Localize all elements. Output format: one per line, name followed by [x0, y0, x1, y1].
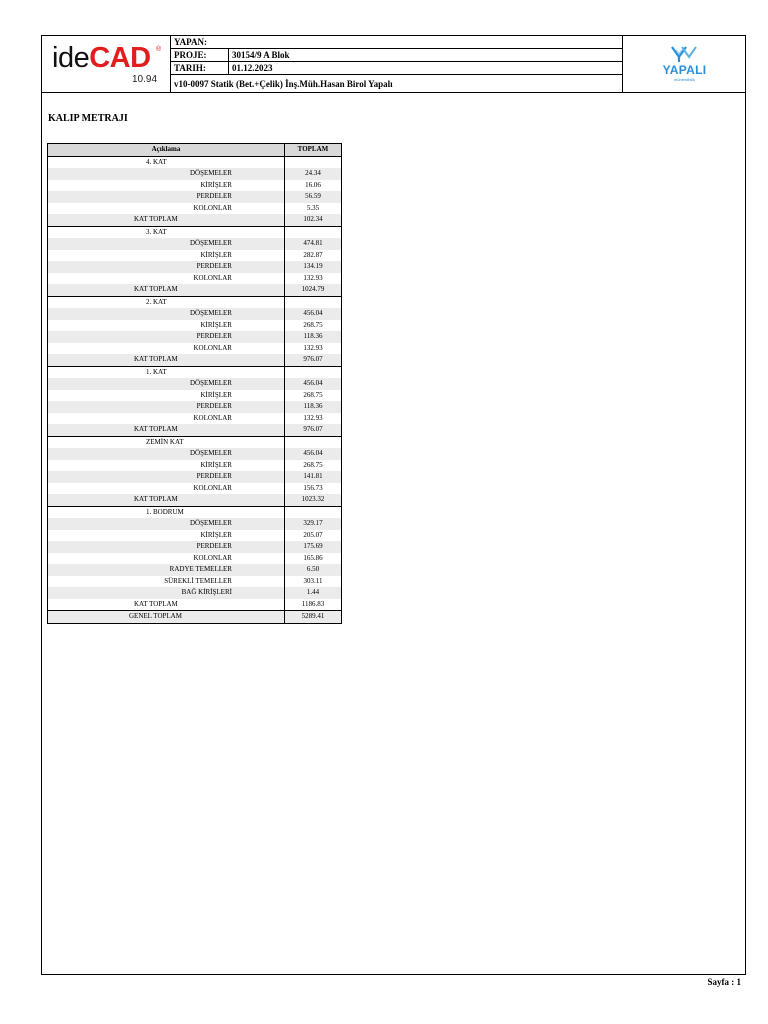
proje-label: PROJE: — [174, 50, 207, 60]
row-description: DÖŞEMELER — [48, 168, 285, 180]
brand-subtitle: mühendislik — [673, 77, 696, 82]
table-row — [48, 226, 342, 238]
row-description: SÜREKLİ TEMELLER — [48, 576, 285, 588]
row-description: KOLONLAR — [48, 343, 285, 355]
table-row — [48, 460, 342, 472]
table-row — [48, 518, 342, 530]
logo-ide: ide — [52, 42, 90, 74]
logo-wordmark — [52, 42, 151, 74]
yapali-mark-icon — [668, 45, 700, 63]
row-total: 132.93 — [284, 273, 341, 285]
row-total: 329.17 — [284, 518, 341, 530]
row-total: 5289.41 — [284, 611, 341, 624]
row-description: 1. BODRUM — [48, 506, 285, 518]
row-total: 456.04 — [284, 448, 341, 460]
row-total — [284, 226, 341, 238]
report-title: KALIP METRAJI — [48, 113, 128, 124]
row-total: 132.93 — [284, 343, 341, 355]
column-header-desc: Açıklama — [48, 144, 285, 157]
row-description: DÖŞEMELER — [48, 518, 285, 530]
row-description: PERDELER — [48, 331, 285, 343]
row-total — [284, 506, 341, 518]
table-row — [48, 191, 342, 203]
row-total: 175.69 — [284, 541, 341, 553]
table-row — [48, 611, 342, 624]
metraj-table — [47, 143, 342, 624]
table-row — [48, 506, 342, 518]
row-description: BAĞ KİRİŞLERİ — [48, 587, 285, 599]
table-row — [48, 273, 342, 285]
row-total: 102.34 — [284, 214, 341, 226]
table-row — [48, 156, 342, 168]
table-row — [48, 343, 342, 355]
row-total: 456.04 — [284, 378, 341, 390]
row-total — [284, 436, 341, 448]
row-description: KOLONLAR — [48, 203, 285, 215]
table-row — [48, 180, 342, 192]
table-row — [48, 448, 342, 460]
table-row — [48, 203, 342, 215]
row-total: 56.59 — [284, 191, 341, 203]
row-description: ZEMİN KAT — [48, 436, 285, 448]
table-row — [48, 576, 342, 588]
yapan-label: YAPAN: — [174, 37, 207, 47]
row-description: KİRİŞLER — [48, 530, 285, 542]
row-total: 165.86 — [284, 553, 341, 565]
tarih-label: TARIH: — [174, 63, 206, 73]
row-description: KİRİŞLER — [48, 250, 285, 262]
row-description: KAT TOPLAM — [48, 284, 285, 296]
logo-version: 10.94 — [132, 74, 158, 85]
row-description: 1. KAT — [48, 366, 285, 378]
logo-registered: ® — [156, 46, 162, 53]
row-total — [284, 156, 341, 168]
row-total: 976.07 — [284, 424, 341, 436]
table-row — [48, 366, 342, 378]
project-info — [170, 36, 622, 92]
tarih-row — [170, 62, 622, 75]
table-header-row — [48, 144, 342, 157]
version-row — [170, 75, 622, 92]
row-total: 268.75 — [284, 320, 341, 332]
yapan-row — [170, 36, 622, 49]
info-divider — [228, 49, 229, 75]
tarih-value: 01.12.2023 — [232, 63, 273, 73]
row-total: 134.19 — [284, 261, 341, 273]
row-total: 132.93 — [284, 413, 341, 425]
table-row — [48, 413, 342, 425]
table-row — [48, 401, 342, 413]
row-total: 205.07 — [284, 530, 341, 542]
row-description: PERDELER — [48, 261, 285, 273]
table-row — [48, 541, 342, 553]
row-description: DÖŞEMELER — [48, 308, 285, 320]
row-total: 268.75 — [284, 460, 341, 472]
table-row — [48, 599, 342, 611]
table-row — [48, 250, 342, 262]
column-header-total: TOPLAM — [284, 144, 341, 157]
row-description: KAT TOPLAM — [48, 494, 285, 506]
table-row — [48, 168, 342, 180]
row-description: RADYE TEMELLER — [48, 564, 285, 576]
row-total: 5.35 — [284, 203, 341, 215]
row-total: 141.81 — [284, 471, 341, 483]
table-row — [48, 494, 342, 506]
table-row — [48, 320, 342, 332]
row-total: 456.04 — [284, 308, 341, 320]
report-header — [41, 35, 746, 93]
row-description: PERDELER — [48, 401, 285, 413]
row-description: PERDELER — [48, 541, 285, 553]
row-description: KİRİŞLER — [48, 390, 285, 402]
table-row — [48, 331, 342, 343]
row-description: GENEL TOPLAM — [48, 611, 285, 624]
table-row — [48, 587, 342, 599]
table-row — [48, 378, 342, 390]
row-description: 4. KAT — [48, 156, 285, 168]
table-row — [48, 424, 342, 436]
row-total: 156.73 — [284, 483, 341, 495]
row-total: 474.81 — [284, 238, 341, 250]
row-total: 268.75 — [284, 390, 341, 402]
proje-row — [170, 49, 622, 62]
row-description: DÖŞEMELER — [48, 378, 285, 390]
row-description: KOLONLAR — [48, 483, 285, 495]
row-description: KİRİŞLER — [48, 460, 285, 472]
row-total: 282.87 — [284, 250, 341, 262]
row-description: PERDELER — [48, 471, 285, 483]
table-row — [48, 471, 342, 483]
row-total: 118.36 — [284, 331, 341, 343]
row-description: KAT TOPLAM — [48, 214, 285, 226]
logo-cad: CAD — [89, 42, 151, 74]
row-total: 6.50 — [284, 564, 341, 576]
page-number: Sayfa : 1 — [707, 977, 741, 987]
row-description: PERDELER — [48, 191, 285, 203]
table-row — [48, 308, 342, 320]
table-row — [48, 296, 342, 308]
row-total: 118.36 — [284, 401, 341, 413]
row-description: KİRİŞLER — [48, 320, 285, 332]
table-row — [48, 436, 342, 448]
row-description: KAT TOPLAM — [48, 424, 285, 436]
table-row — [48, 553, 342, 565]
yapali-logo — [622, 36, 746, 92]
row-total: 1186.83 — [284, 599, 341, 611]
table-row — [48, 483, 342, 495]
row-total — [284, 296, 341, 308]
row-description: DÖŞEMELER — [48, 448, 285, 460]
table-row — [48, 564, 342, 576]
table-body — [48, 156, 342, 623]
table-row — [48, 238, 342, 250]
row-total: 1023.32 — [284, 494, 341, 506]
row-total: 16.06 — [284, 180, 341, 192]
row-total — [284, 366, 341, 378]
row-description: 2. KAT — [48, 296, 285, 308]
idecad-logo — [42, 36, 171, 92]
row-description: KOLONLAR — [48, 273, 285, 285]
table-row — [48, 390, 342, 402]
table-row — [48, 214, 342, 226]
row-description: KİRİŞLER — [48, 180, 285, 192]
row-description: KOLONLAR — [48, 413, 285, 425]
row-total: 303.11 — [284, 576, 341, 588]
version-line: v10-0097 Statik (Bet.+Çelik) İnş.Müh.Hasan Birol Yapalı — [174, 79, 393, 89]
row-description: KOLONLAR — [48, 553, 285, 565]
row-total: 24.34 — [284, 168, 341, 180]
row-description: KAT TOPLAM — [48, 599, 285, 611]
row-description: DÖŞEMELER — [48, 238, 285, 250]
table-row — [48, 530, 342, 542]
table-row — [48, 354, 342, 366]
row-total: 1.44 — [284, 587, 341, 599]
row-total: 976.07 — [284, 354, 341, 366]
row-description: KAT TOPLAM — [48, 354, 285, 366]
row-total: 1024.79 — [284, 284, 341, 296]
proje-value: 30154/9 A Blok — [232, 50, 290, 60]
table-row — [48, 261, 342, 273]
table-row — [48, 284, 342, 296]
brand-name: YAPALI — [662, 63, 707, 77]
row-description: 3. KAT — [48, 226, 285, 238]
